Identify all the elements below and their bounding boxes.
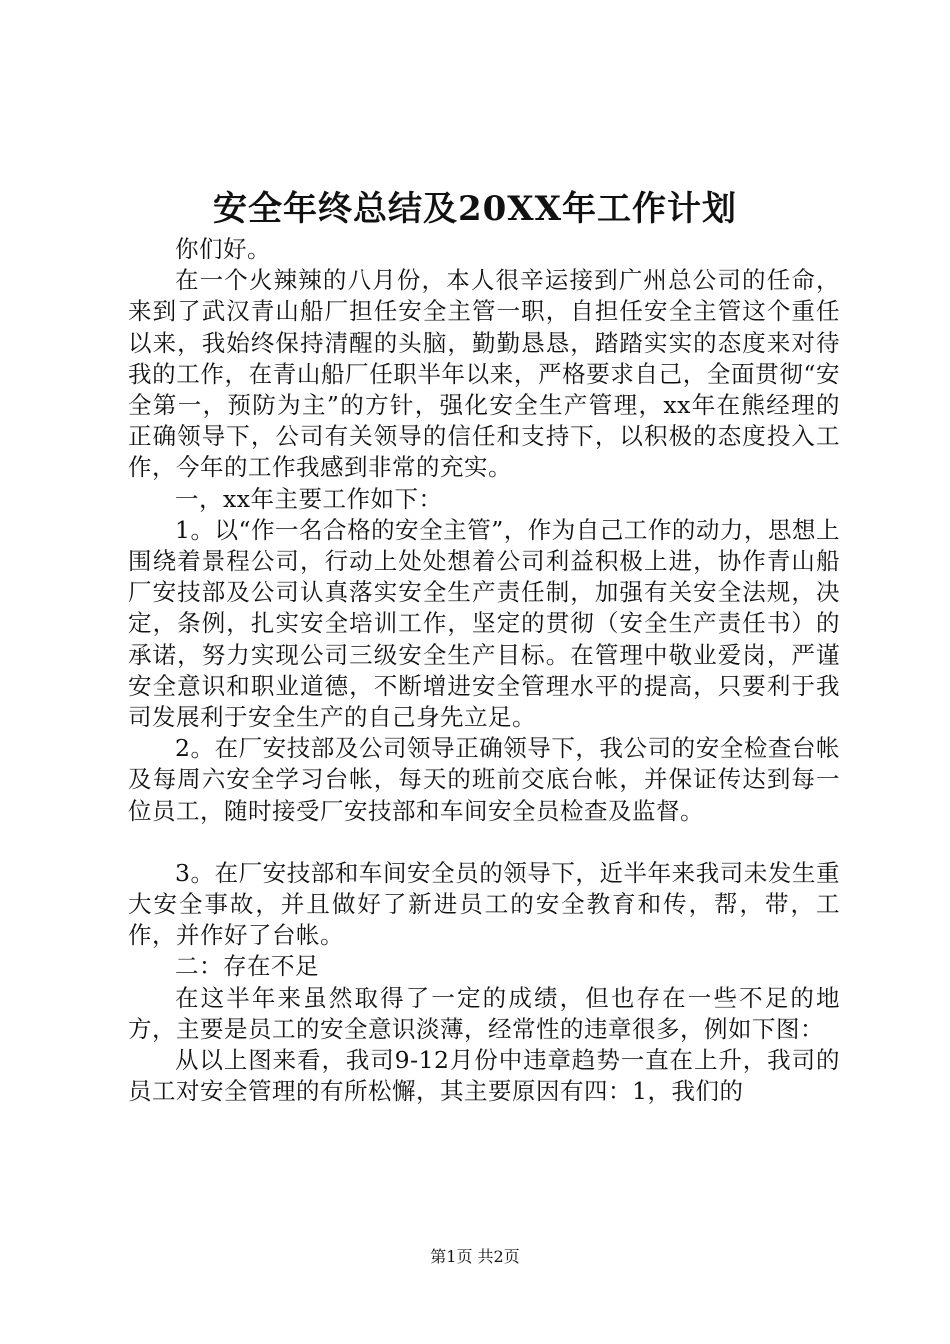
section-heading-shortcomings: 二：存在不足 <box>175 952 319 981</box>
page-number-footer: 第1页 共2页 <box>430 1247 520 1266</box>
shortcomings-paragraph: 在这半年来虽然取得了一定的成绩，但也存在一些不足的地方，主要是员工的安全意识淡薄，经常性的违章很多，例如下图： <box>128 983 840 1043</box>
document-body <box>128 234 840 1107</box>
intro-paragraph: 在一个火辣辣的八月份，本人很辛运接到广州总公司的任命，来到了武汉青山船厂担任安全主管一职，自担任安全主管这个重任以来，我始终保持清醒的头脑，勤勤恳恳，踏踏实实的态度来对待我的工作，在青山船厂任职半年以来，严格要求自己，全面贯彻“安全第一，预防为主”的方针，强化安全生产管理，xx年在熊经理的正确领导下，公司有关领导的信任和支持下，以积极的态度投入工作，今年的工作我感到非常的充实。 <box>128 266 840 482</box>
work-item-3-paragraph: 3。在厂安技部和车间安全员的领导下，近半年来我司未发生重大安全事故，并且做好了新进员工的安全教育和传，帮，带，工作，并作好了台帐。 <box>128 858 840 950</box>
document-title: 安全年终总结及20XX年工作计划 <box>212 189 738 229</box>
work-item-2-paragraph: 2。在厂安技部及公司领导正确领导下，我公司的安全检查台帐及每周六安全学习台帐，每天的班前交底台帐，并保证传达到每一位员工，随时接受厂安技部和车间安全员检查及监督。 <box>128 734 840 825</box>
analysis-paragraph: 从以上图来看，我司9-12月份中违章趋势一直在上升，我司的员工对安全管理的有所松懈，其主要原因有四：1，我们的 <box>128 1046 840 1106</box>
section-heading-main-work: 一，xx年主要工作如下： <box>175 484 443 513</box>
greeting-paragraph: 你们好。 <box>175 235 271 263</box>
work-item-1-paragraph: 1。以“作一名合格的安全主管”，作为自己工作的动力，思想上围绕着景程公司，行动上处处想着公司利益积极上进，协作青山船厂安技部及公司认真落实安全生产责任制，加强有关安全法规，决定，条例，扎实安全培训工作，坚定的贯彻（安全生产责任书）的承诺，努力实现公司三级安全生产目标。在管理中敬业爱岗，严谨安全意识和职业道德，不断增进安全管理水平的提高，只要利于我司发展利于安全生产的自己身先立足。 <box>128 515 840 732</box>
